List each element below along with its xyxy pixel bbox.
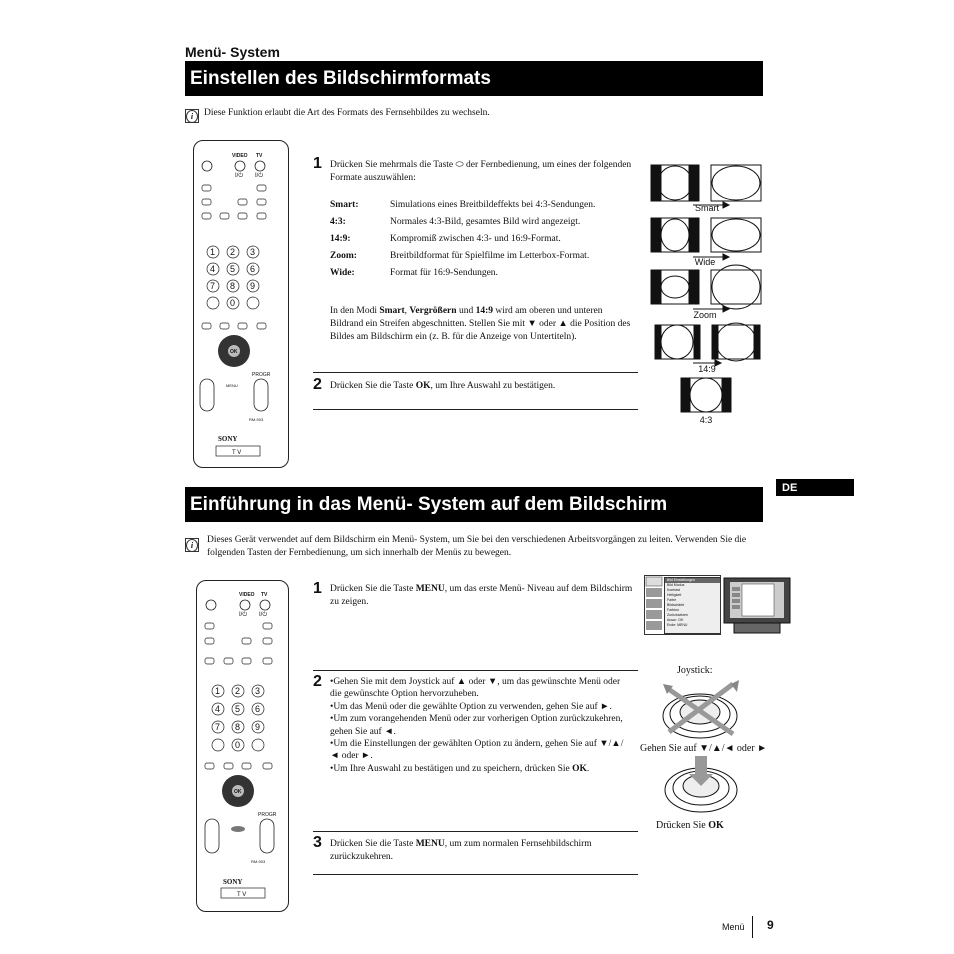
format-label-14-9: 14:9: [698, 364, 716, 374]
svg-text:9: 9: [255, 722, 261, 732]
step-text: Drücken Sie die Taste: [330, 584, 416, 594]
svg-text:TV: TV: [261, 592, 268, 598]
menu-item: Farbton: [667, 608, 680, 612]
menu-item: Farbe: [667, 598, 677, 602]
joystick-move-icon: [655, 676, 750, 742]
menu-item: Bild Modus: [667, 583, 685, 587]
menu-panel: [664, 577, 721, 634]
format-desc: Breitbildformat für Spielfilme im Letterbox-Format.: [390, 251, 590, 261]
svg-text:T V: T V: [237, 892, 247, 898]
svg-text:SONY: SONY: [223, 878, 243, 886]
svg-text:OK: OK: [230, 349, 238, 355]
step-text: Drücken Sie die Taste: [330, 381, 416, 391]
svg-text:5: 5: [235, 704, 241, 714]
menu-item: Bildschärfe: [667, 603, 685, 607]
bottom-intro: Dieses Gerät verwendet auf dem Bildschirm ein Menü- System, um Sie bei den verschiedenen Arbeitsvorgängen zu leiten. Verwenden Sie die folgenden Tasten der Fernbedienung, um sich innerhalb der Menüs zu bewegen.: [207, 535, 747, 558]
menu-item: Ausw.: OK: [667, 618, 684, 622]
joystick-label: Joystick:: [677, 665, 713, 676]
joystick-move-label: Gehen Sie auf ▼/▲/◄ oder ►: [640, 743, 768, 754]
language-tab: DE: [776, 479, 854, 496]
note-text: und: [456, 306, 476, 316]
format-desc: Simulations eines Breitbildeffekts bei 4:3-Sendungen.: [390, 200, 596, 210]
format-key: 4:3:: [330, 217, 346, 227]
top-step2-text: [330, 380, 555, 393]
divider: [313, 670, 638, 671]
svg-text:I/⏻: I/⏻: [239, 612, 248, 618]
svg-text:T V: T V: [232, 450, 242, 456]
svg-text:8: 8: [235, 722, 241, 732]
svg-text:6: 6: [255, 704, 261, 714]
bottom-title-bar: [185, 487, 763, 522]
bottom-title: Einführung in das Menü- System auf dem Bildschirm: [190, 493, 668, 515]
note-bold: Smart: [379, 306, 405, 316]
svg-text:1: 1: [215, 686, 221, 696]
svg-text:TV: TV: [256, 153, 263, 159]
format-desc: Format für 16:9-Sendungen.: [390, 268, 498, 278]
svg-text:SONY: SONY: [218, 435, 238, 443]
bullet-text: •Um Ihre Auswahl zu bestätigen und zu speichern, drücken Sie: [330, 763, 573, 774]
remote-drawing: [194, 141, 288, 467]
remote-control-top: [193, 140, 289, 468]
format-label-4-3: 4:3: [699, 415, 713, 425]
step-bold: OK: [415, 381, 431, 391]
svg-text:RM-903: RM-903: [251, 859, 266, 864]
page-number: 9: [767, 918, 774, 932]
svg-text:4: 4: [215, 704, 221, 714]
svg-text:2: 2: [235, 686, 241, 696]
menu-header: Bild Einstellungen: [665, 578, 720, 583]
svg-text:7: 7: [210, 281, 216, 291]
svg-text:9: 9: [250, 281, 256, 291]
svg-text:3: 3: [250, 247, 256, 257]
svg-text:7: 7: [215, 722, 221, 732]
step-text: , um Ihre Auswahl zu bestätigen.: [430, 381, 556, 391]
note-text: ,: [404, 306, 410, 316]
format-desc: Kompromiß zwischen 4:3- und 16:9-Format.: [390, 234, 561, 244]
top-step1-number: 1: [313, 155, 322, 172]
format-label-zoom: Zoom: [693, 310, 717, 320]
step-text: , um das erste Menü- Niveau auf dem Bildschirm zu zeigen.: [330, 584, 633, 607]
bottom-step3-text: [330, 838, 636, 864]
svg-text:PROGR: PROGR: [252, 372, 271, 378]
svg-text:2: 2: [230, 247, 236, 257]
top-intro: Diese Funktion erlaubt die Art des Formats des Fernsehbildes zu wechseln.: [204, 108, 490, 118]
bullet-text: .: [586, 763, 590, 774]
svg-text:6: 6: [250, 264, 256, 274]
bottom-step2-text: [330, 676, 630, 775]
svg-text:3: 3: [255, 686, 261, 696]
top-step2-number: 2: [313, 376, 322, 393]
top-note: [330, 305, 636, 344]
step-text: Drücken Sie die Taste: [330, 839, 416, 849]
format-label-wide: Wide: [694, 257, 716, 267]
info-icon: i: [185, 109, 199, 123]
note-text: wird am oberen und unteren Bildrand ein Streifen abgeschnitten. Stellen Sie mit ▼ oder ▲ die Position des Bildes am Bildschirm ein (z. B. für die Anzeige von Untertiteln).: [330, 306, 631, 342]
menu-screen-illustration: [644, 575, 721, 635]
svg-text:0: 0: [235, 740, 241, 750]
divider: [313, 831, 638, 832]
info-icon: i: [185, 538, 199, 552]
format-key: Zoom:: [330, 251, 357, 261]
bullet-bold: OK: [572, 763, 587, 774]
screen-format-icon: ⬭: [455, 160, 464, 170]
format-label-smart: Smart: [694, 203, 719, 213]
remote-drawing: [197, 581, 288, 911]
joystick-press-label: [656, 819, 724, 832]
svg-text:I/⏻: I/⏻: [255, 173, 264, 179]
section-label: Menü- System: [185, 44, 280, 60]
svg-text:I/⏻: I/⏻: [235, 173, 244, 179]
step-text: , um zum normalen Fernsehbildschirm zurückzukehren.: [330, 839, 592, 862]
bullet-item: •Um zum vorangehenden Menü oder zur vorherigen Option zurückzukehren, gehen Sie auf ◄.: [330, 714, 623, 737]
svg-text:0: 0: [230, 298, 236, 308]
svg-text:I/⏻: I/⏻: [259, 612, 268, 618]
divider: [313, 372, 638, 373]
note-bold: 14:9: [475, 306, 493, 316]
format-desc: Normales 4:3-Bild, gesamtes Bild wird angezeigt.: [390, 217, 581, 227]
step-bold: MENU: [415, 839, 445, 849]
bullet-item: •Gehen Sie mit dem Joystick auf ▲ oder ▼, um das gewünschte Menü oder die gewünschte Option hervorzuheben.: [330, 677, 621, 700]
top-step1-text: [330, 159, 635, 185]
menu-item: Kontrast: [667, 588, 681, 592]
bottom-step2-number: 2: [313, 673, 322, 690]
bullet-item: •Um die Einstellungen der gewählten Option zu ändern, gehen Sie auf ▼/▲/◄ oder ►.: [330, 739, 624, 762]
menu-item: Ende: MENU: [667, 623, 688, 627]
svg-text:VIDEO: VIDEO: [239, 592, 255, 598]
format-key: Smart:: [330, 200, 359, 210]
tv-set-illustration: [722, 575, 794, 637]
bottom-step1-number: 1: [313, 580, 322, 597]
menu-item: Zurücksetzen: [667, 613, 689, 617]
press-bold: OK: [708, 820, 724, 831]
bullet-item: [330, 763, 630, 775]
bottom-step3-number: 3: [313, 834, 322, 851]
svg-text:MENU: MENU: [226, 383, 238, 388]
top-step1-text-a: Drücken Sie mehrmals die Taste: [330, 160, 454, 170]
note-text: In den Modi: [330, 306, 380, 316]
divider: [313, 874, 638, 875]
svg-text:PROGR: PROGR: [258, 812, 277, 818]
svg-text:OK: OK: [234, 789, 242, 795]
divider: [313, 409, 638, 410]
svg-text:RM-903: RM-903: [249, 417, 264, 422]
bottom-step1-text: [330, 583, 636, 609]
menu-item: Helligkeit: [667, 593, 682, 597]
top-title-bar: [185, 61, 763, 96]
footer-label: Menü: [722, 922, 745, 932]
joystick-press-icon: [657, 754, 747, 818]
note-bold: Vergrößern: [409, 306, 457, 316]
svg-text:1: 1: [210, 247, 216, 257]
svg-text:4: 4: [210, 264, 216, 274]
top-step1-text-b: der Fernbedienung, um eines der folgenden Formate auszuwählen:: [330, 160, 632, 183]
press-text: Drücken Sie: [656, 820, 709, 831]
format-key: Wide:: [330, 268, 355, 278]
svg-text:VIDEO: VIDEO: [232, 153, 248, 159]
top-title: Einstellen des Bildschirmformats: [190, 67, 491, 89]
svg-text:5: 5: [230, 264, 236, 274]
format-key: 14:9:: [330, 234, 351, 244]
footer-divider: [752, 916, 753, 938]
step-bold: MENU: [415, 584, 445, 594]
remote-control-bottom: [196, 580, 289, 912]
svg-text:8: 8: [230, 281, 236, 291]
format-illustrations: [645, 160, 770, 430]
bullet-item: •Um das Menü oder die gewählte Option zu verwenden, gehen Sie auf ►.: [330, 701, 612, 712]
